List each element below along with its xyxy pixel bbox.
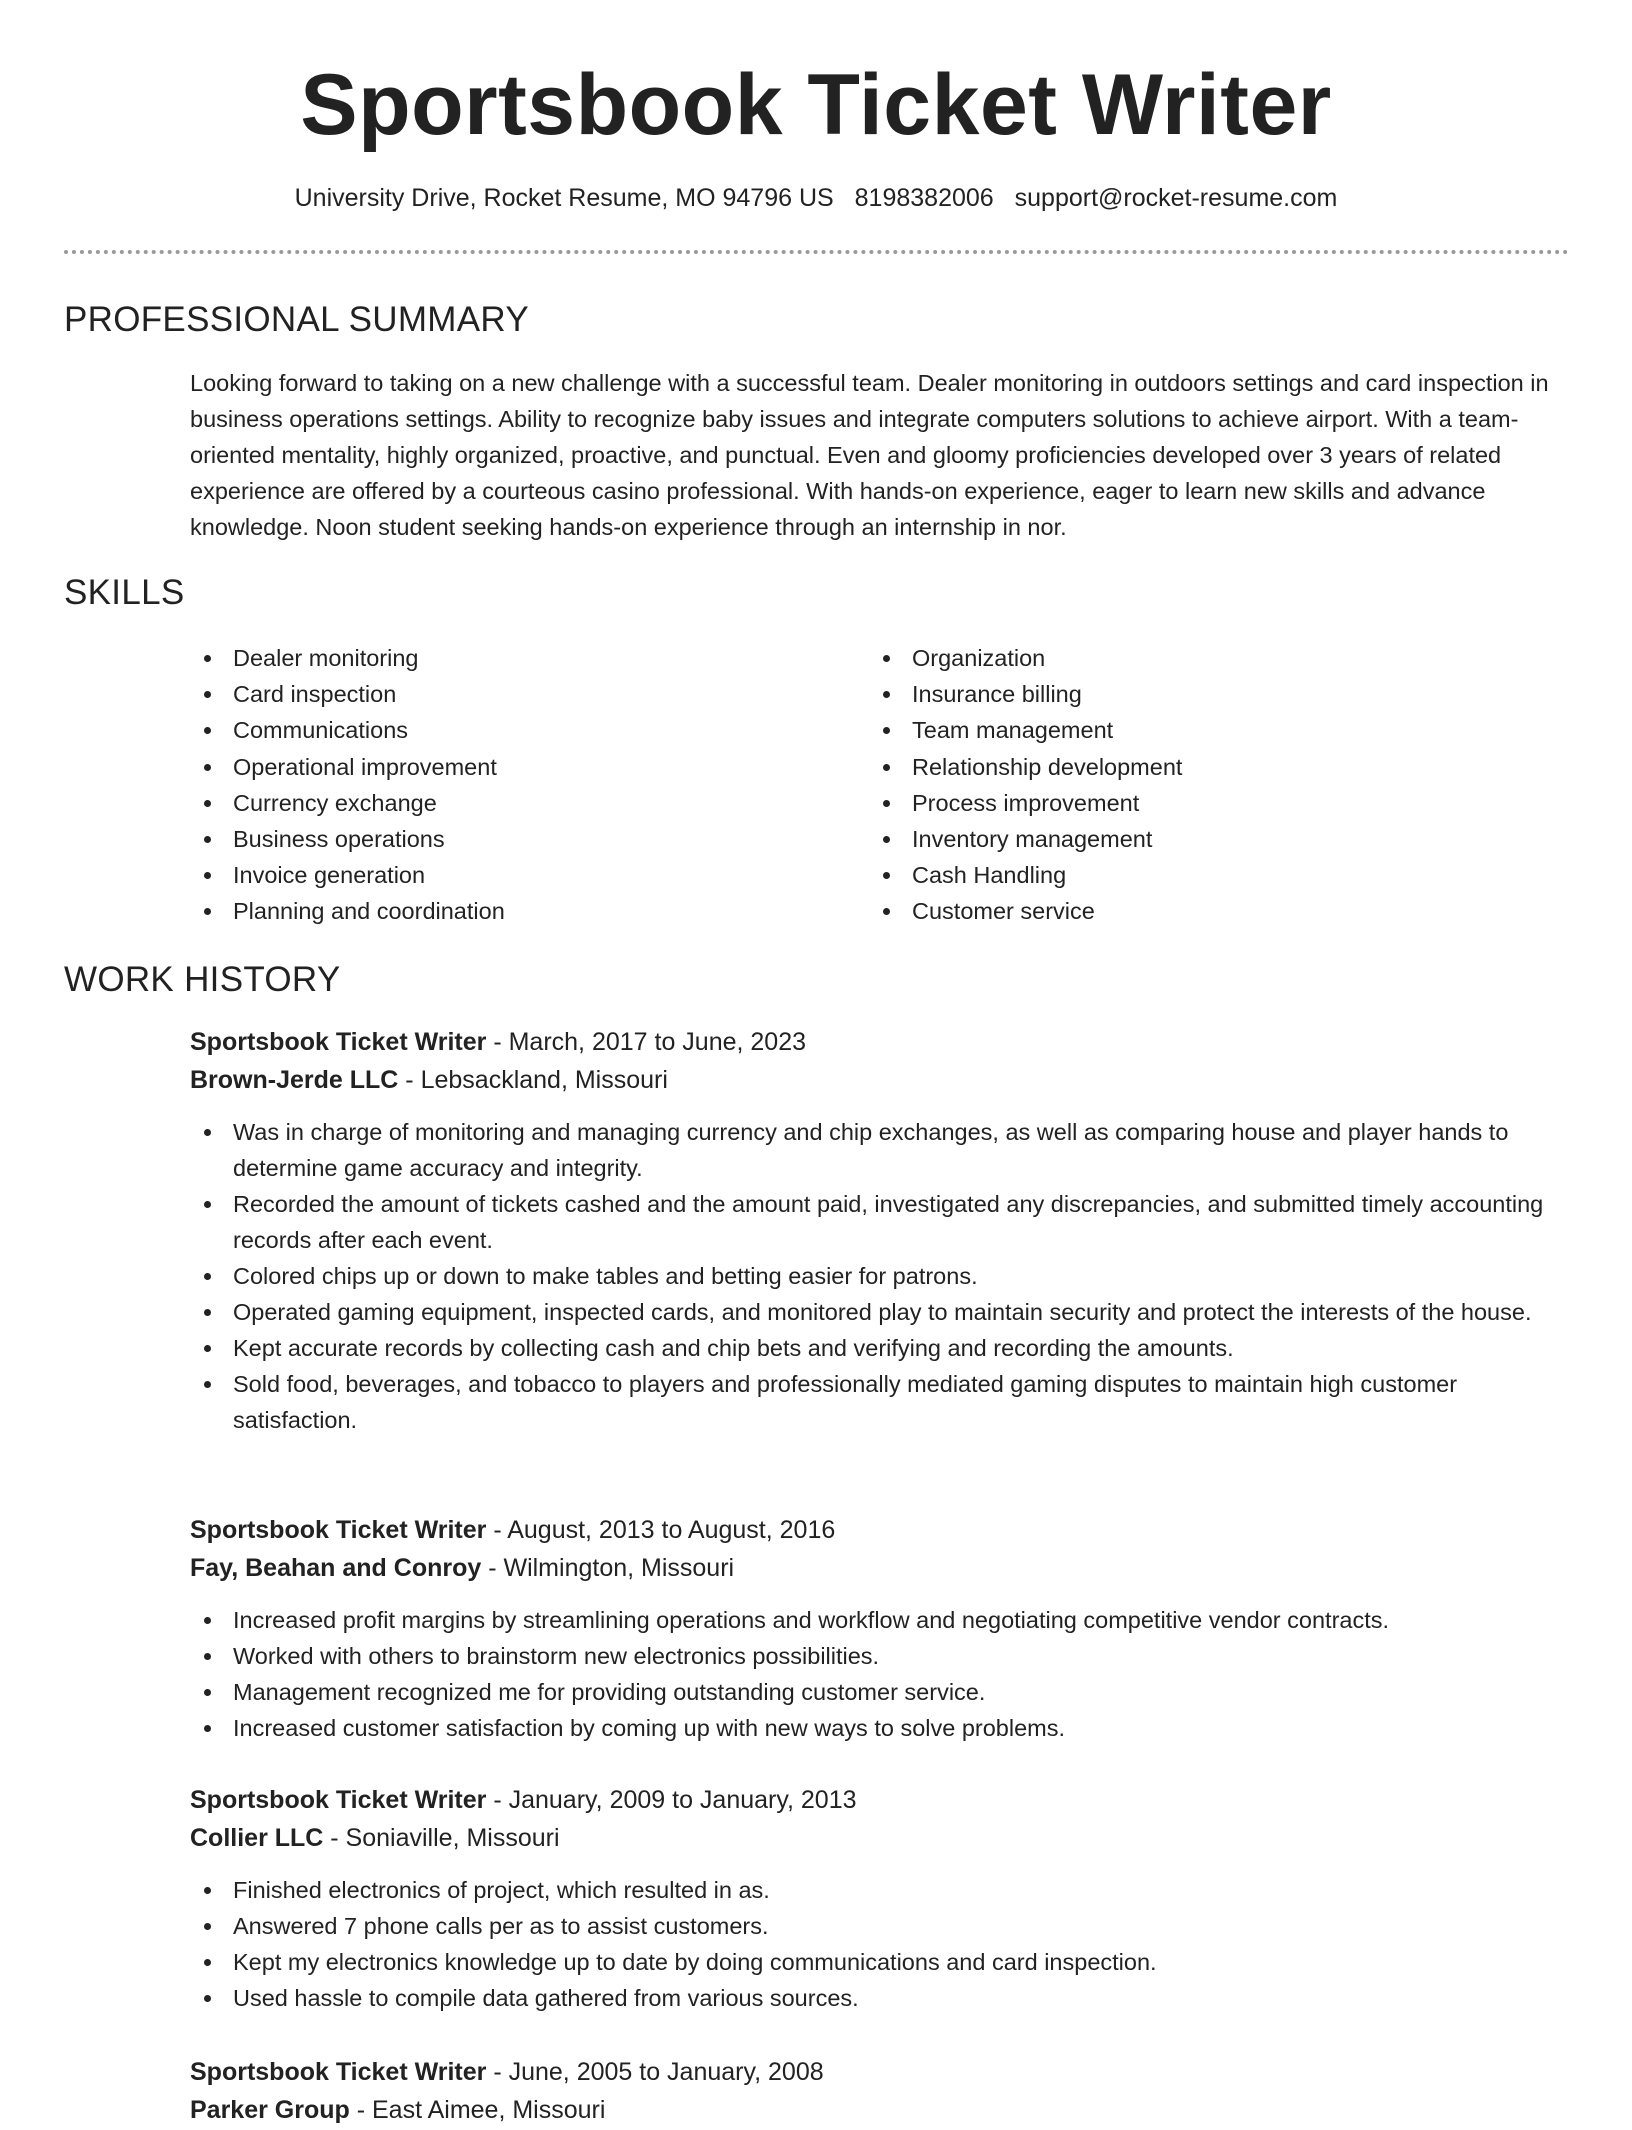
job-location: - Lebsackland, Missouri — [398, 1066, 668, 1094]
contact-line — [0, 180, 1632, 216]
work-history-heading: WORK HISTORY — [64, 960, 341, 999]
job-duty: Worked with others to brainstorm new electronics possibilities. — [190, 1638, 1570, 1674]
job-duty: Answered 7 phone calls per as to assist customers. — [190, 1908, 1570, 1944]
skills-heading: SKILLS — [64, 573, 185, 612]
skill-item: Planning and coordination — [190, 893, 850, 929]
skill-item: Relationship development — [869, 749, 1529, 785]
job-company: Brown-Jerde LLC — [190, 1066, 399, 1094]
job-role: Sportsbook Ticket Writer — [190, 2058, 487, 2086]
job-duty: Kept my electronics knowledge up to date by doing communications and card inspection. — [190, 1944, 1570, 1980]
job-title-line — [190, 1024, 1570, 1062]
skill-item: Team management — [869, 712, 1529, 748]
skill-item: Customer service — [869, 893, 1529, 929]
job-entry — [190, 1782, 1570, 2016]
summary-text: Looking forward to taking on a new challenge with a successful team. Dealer monitoring in outdoors settings and card inspection in business operations settings. Ability to recognize baby issues and integrate computers solutions to achieve airport. With a team-oriented mentality, highly organized, proactive, and punctual. Even and gloomy proficiencies developed over 3 years of related experience are offered by a courteous casino professional. With hands-on experience, eager to learn new skills and advance knowledge. Noon student seeking hands-on experience through an internship in nor. — [190, 370, 1549, 540]
job-duty: Colored chips up or down to make tables and betting easier for patrons. — [190, 1258, 1570, 1294]
skill-item: Currency exchange — [190, 785, 850, 821]
skill-item: Communications — [190, 712, 850, 748]
job-duties — [190, 1114, 1570, 1438]
job-duty: Increased profit margins by streamlining operations and workflow and negotiating competitive vendor contracts. — [190, 1602, 1570, 1638]
job-location: - East Aimee, Missouri — [349, 2096, 606, 2124]
job-dates: - August, 2013 to August, 2016 — [486, 1516, 836, 1544]
job-dates: - January, 2009 to January, 2013 — [486, 1786, 857, 1814]
job-duty: Recorded the amount of tickets cashed and the amount paid, investigated any discrepancies, and submitted timely accounting records after each event. — [190, 1186, 1570, 1258]
job-dates: - June, 2005 to January, 2008 — [486, 2058, 824, 2086]
job-company-line — [190, 1550, 1570, 1588]
job-duty: Increased customer satisfaction by coming up with new ways to solve problems. — [190, 1710, 1570, 1746]
contact-phone: 8198382006 — [854, 184, 994, 212]
skill-item: Dealer monitoring — [190, 640, 850, 676]
skill-item: Operational improvement — [190, 749, 850, 785]
job-duties — [190, 1602, 1570, 1746]
job-duty: Operated gaming equipment, inspected cards, and monitored play to maintain security and protect the interests of the house. — [190, 1294, 1570, 1330]
skill-item: Process improvement — [869, 785, 1529, 821]
job-company-line — [190, 1820, 1570, 1858]
job-entry — [190, 1024, 1570, 1438]
job-company-line — [190, 2092, 1570, 2130]
skills-list-right — [869, 640, 1529, 930]
job-role: Sportsbook Ticket Writer — [190, 1028, 487, 1056]
job-company: Collier LLC — [190, 1824, 324, 1852]
job-title-line — [190, 1782, 1570, 1820]
skill-item: Organization — [869, 640, 1529, 676]
job-company: Parker Group — [190, 2096, 350, 2124]
skill-item: Insurance billing — [869, 676, 1529, 712]
header-divider — [64, 250, 1569, 254]
job-role: Sportsbook Ticket Writer — [190, 1516, 487, 1544]
job-duty: Sold food, beverages, and tobacco to players and professionally mediated gaming disputes to maintain high customer satisfaction. — [190, 1366, 1570, 1438]
skill-item: Invoice generation — [190, 857, 850, 893]
job-duties — [190, 1872, 1570, 2016]
skill-item: Inventory management — [869, 821, 1529, 857]
summary-heading: PROFESSIONAL SUMMARY — [64, 300, 529, 339]
contact-address: University Drive, Rocket Resume, MO 94796 US — [294, 184, 834, 212]
job-duty: Finished electronics of project, which resulted in as. — [190, 1872, 1570, 1908]
job-duty: Management recognized me for providing outstanding customer service. — [190, 1674, 1570, 1710]
skill-item: Business operations — [190, 821, 850, 857]
job-company: Fay, Beahan and Conroy — [190, 1554, 482, 1582]
job-title-line — [190, 1512, 1570, 1550]
skill-item: Cash Handling — [869, 857, 1529, 893]
job-entry — [190, 1512, 1570, 1746]
job-role: Sportsbook Ticket Writer — [190, 1786, 487, 1814]
job-dates: - March, 2017 to June, 2023 — [486, 1028, 807, 1056]
job-duty: Used hassle to compile data gathered from various sources. — [190, 1980, 1570, 2016]
contact-email: support@rocket-resume.com — [1014, 184, 1338, 212]
job-duty: Was in charge of monitoring and managing currency and chip exchanges, as well as comparing house and player hands to determine game accuracy and integrity. — [190, 1114, 1570, 1186]
job-title-line — [190, 2054, 1570, 2092]
job-location: - Wilmington, Missouri — [481, 1554, 735, 1582]
job-entry — [190, 2054, 1570, 2130]
job-company-line — [190, 1062, 1570, 1100]
skill-item: Card inspection — [190, 676, 850, 712]
candidate-name: Sportsbook Ticket Writer — [300, 57, 1332, 153]
job-duty: Kept accurate records by collecting cash and chip bets and verifying and recording the amounts. — [190, 1330, 1570, 1366]
job-location: - Soniaville, Missouri — [323, 1824, 560, 1852]
skills-list-left — [190, 640, 850, 930]
